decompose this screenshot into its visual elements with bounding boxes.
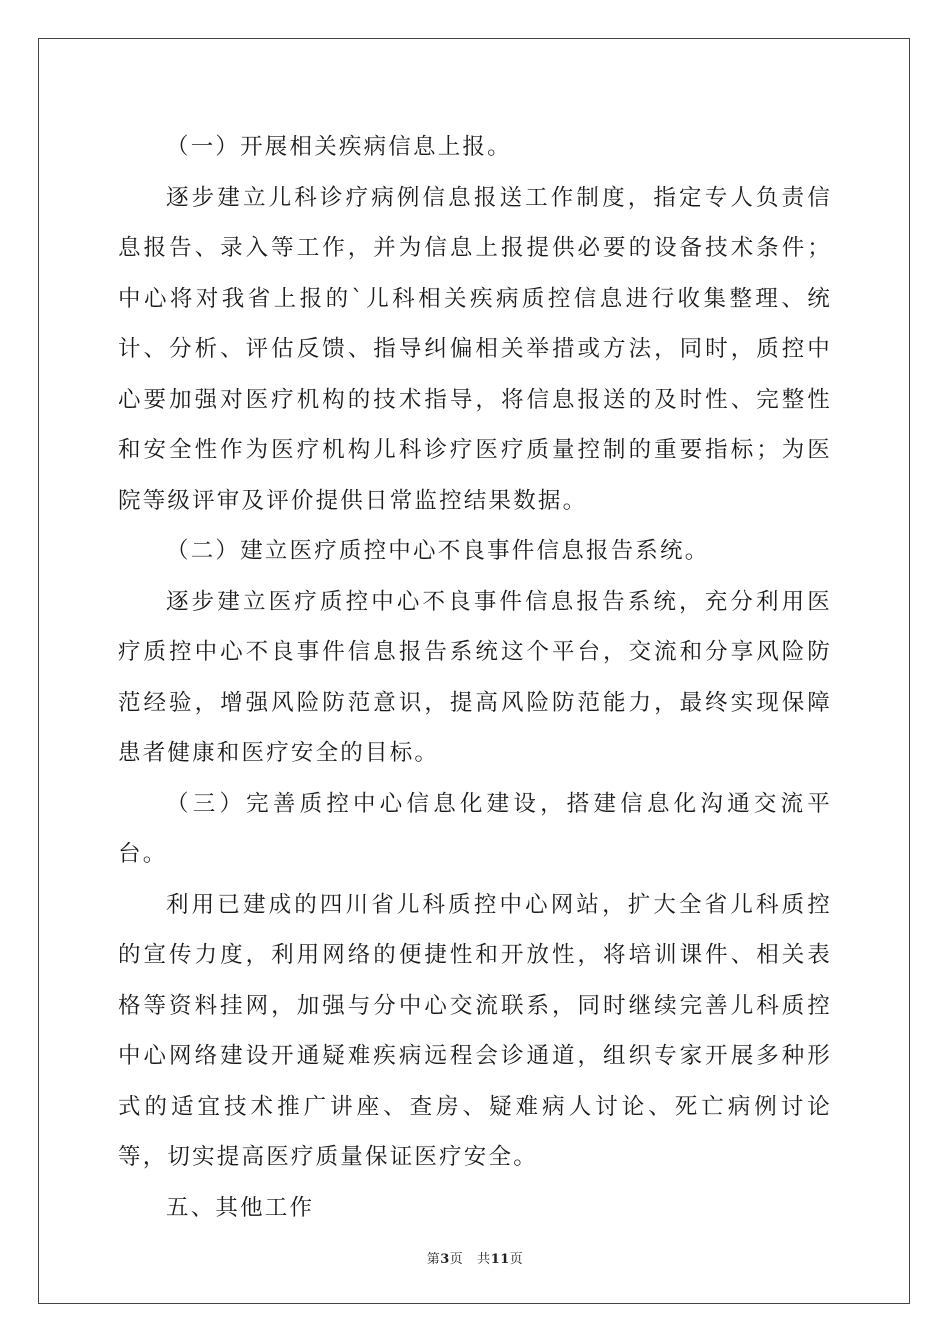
body-paragraph-3: 利用已建成的四川省儿科质控中心网站，扩大全省儿科质控的宣传力度，利用网络的便捷性和开放性，将培训课件、相关表格等资料挂网，加强与分中心交流联系，同时继续完善儿科质控中心网络建设开通疑难疾病远程会诊通道，组织专家开展多种形式的适宜技术推广讲座、查房、疑难病人讨论、死亡病例讨论等，切实提高医疗质量保证医疗安全。 <box>118 891 832 1170</box>
total-prefix: 共 <box>477 1252 491 1267</box>
page-suffix: 页 <box>449 1252 464 1267</box>
section-heading-2: （二）建立医疗质控中心不良事件信息报告系统。 <box>166 538 710 564</box>
section-heading-1: （一）开展相关疾病信息上报。 <box>166 134 512 160</box>
section-heading-3: （三）完善质控中心信息化建设，搭建信息化沟通交流平台。 <box>118 790 832 867</box>
body-paragraph-1: 逐步建立儿科诊疗病例信息报送工作制度，指定专人负责信息报告、录入等工作，并为信息上报提供必要的设备技术条件；中心将对我省上报的`儿科相关疾病质控信息进行收集整理、统计、分析、评估反馈、指导纠偏相关举措或方法，同时，质控中心要加强对医疗机构的技术指导，将信息报送的及时性、完整性和安全性作为医疗机构儿科诊疗医疗质量控制的重要指标；为医院等级评审及评价提供日常监控结果数据。 <box>118 184 832 514</box>
page-number: 3 <box>440 1252 450 1267</box>
body-paragraph-2: 逐步建立医疗质控中心不良事件信息报告系统，充分利用医疗质控中心不良事件信息报告系统这个平台，交流和分享风险防范经验，增强风险防范意识，提高风险防范能力，最终实现保障患者健康和医疗安全的目标。 <box>118 588 832 766</box>
section-heading-5: 五、其他工作 <box>166 1194 315 1221</box>
total-pages: 11 <box>490 1252 510 1267</box>
document-body <box>118 122 832 1233</box>
page-prefix: 第 <box>426 1252 441 1267</box>
page-footer <box>0 1248 950 1267</box>
total-suffix: 页 <box>509 1252 524 1267</box>
